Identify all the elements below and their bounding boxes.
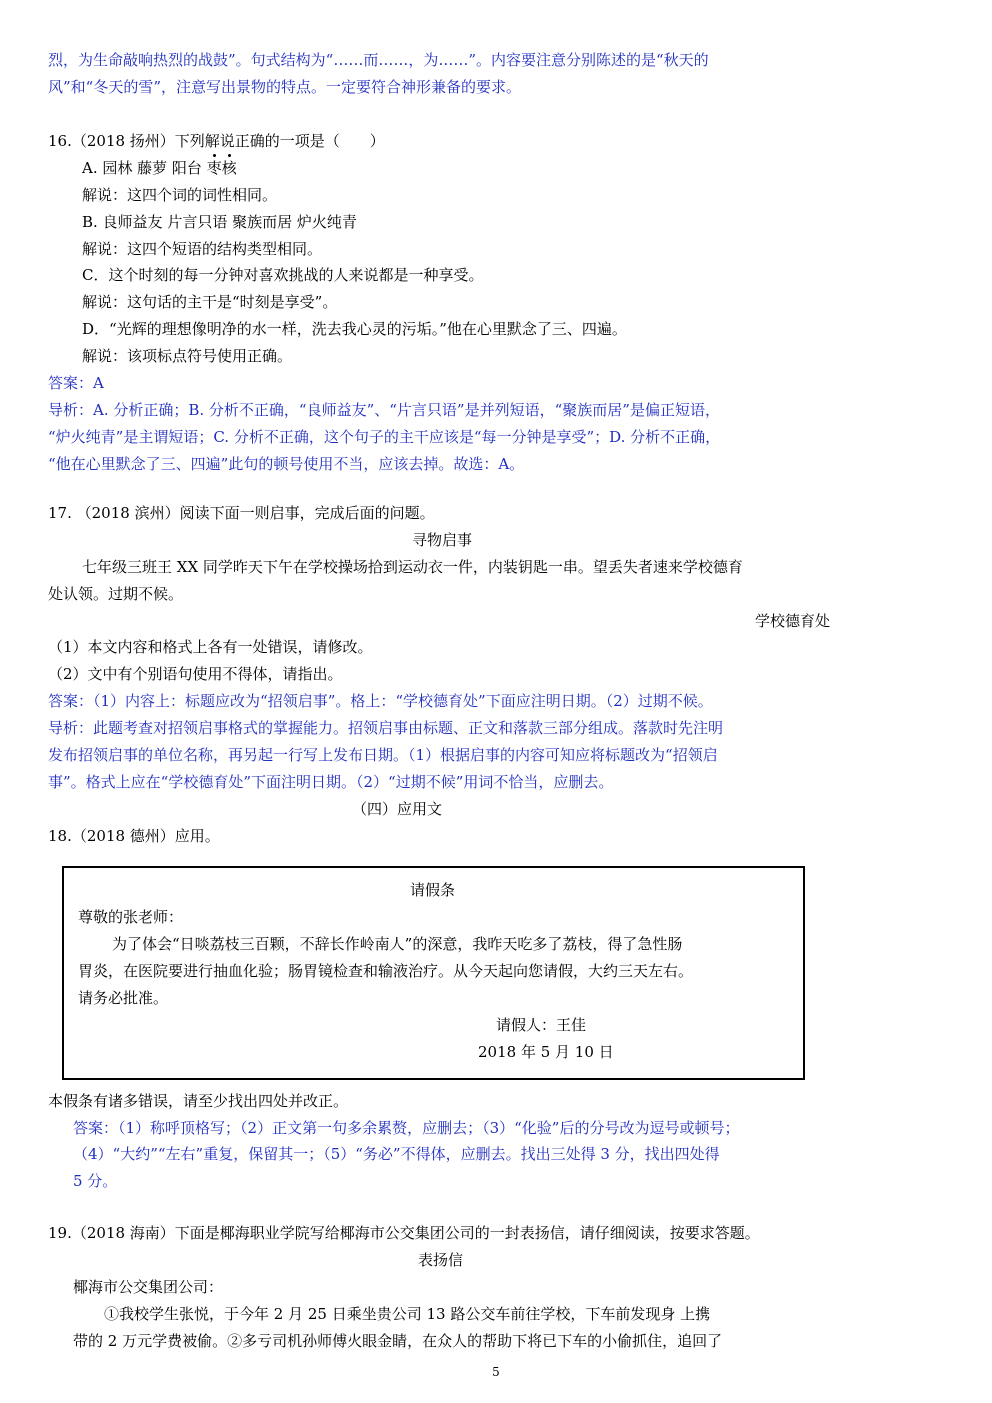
note-signer: 请假人：王佳 [496, 1016, 587, 1034]
question-16-stem: 16.（2018 扬州）下列解说正确的一项是（ ） [48, 132, 385, 150]
leave-note-box [62, 866, 805, 1080]
instruction: 本假条有诸多错误，请至少找出四处并改正。 [48, 1092, 349, 1110]
analysis-line: “他在心里默念了三、四遍”此句的顿号使用不当，应该去掉。故选：A。 [48, 455, 525, 473]
letter-title: 表扬信 [418, 1251, 464, 1269]
option-c: C．这个时刻的每一分钟对喜欢挑战的人来说都是一种享受。 [82, 266, 484, 284]
emphasis-char: 核 [221, 159, 237, 177]
sub-question: （2）文中有个别语句使用不得体，请指出。 [48, 665, 343, 683]
analysis-line: 事”。格式上应在“学校德育处”下面注明日期。（2）“过期不候”用词不恰当，应删去。 [48, 773, 614, 791]
answer: 答案：（1）内容上：标题应改为“招领启事”。格上：“学校德育处”下面应注明日期。（2）过期不候。 [48, 692, 713, 710]
answer: 5 分。 [73, 1172, 118, 1190]
notice-body: 处认领。过期不候。 [48, 585, 184, 603]
note-title: 请假条 [410, 881, 456, 899]
question-17-stem: 17. （2018 滨州）阅读下面一则启事，完成后面的问题。 [48, 504, 435, 522]
answer: （4）“大约”“左右”重复，保留其一；（5）“务必”不得体，应删去。找出三处得 3 分，找出四处得 [73, 1145, 720, 1163]
option-c-explanation: 解说：这句话的主干是“时刻是享受”。 [82, 293, 338, 311]
option-a [82, 155, 237, 181]
question-19-stem: 19.（2018 海南）下面是椰海职业学院写给椰海市公交集团公司的一封表扬信，请仔细阅读，按要求答题。 [48, 1224, 760, 1242]
section-heading: （四）应用文 [352, 800, 443, 818]
option-d: D．“光辉的理想像明净的水一样，洗去我心灵的污垢。”他在心里默念了三、四遍。 [82, 320, 627, 338]
option-a-text: A. 园林 藤萝 阳台 [82, 159, 207, 177]
analysis-line: “炉火纯青”是主谓短语；C. 分析不正确，这个句子的主干应该是“每一分钟是享受”；D. 分析不正确， [48, 428, 721, 446]
letter-body: ①我校学生张悦，于今年 2 月 25 日乘坐贵公司 13 路公交车前往学校，下车前发现身 上携 [104, 1305, 711, 1323]
note-date: 2018 年 5 月 10 日 [478, 1043, 614, 1061]
letter-salutation: 椰海市公交集团公司： [73, 1278, 224, 1296]
notice-signature: 学校德育处 [755, 612, 831, 630]
option-b: B. 良师益友 片言只语 聚族而居 炉火纯青 [82, 213, 357, 231]
notice-body: 七年级三班王 XX 同学昨天下午在学校操场拾到运动衣一件，内装钥匙一串。望丢失者速来学校德育 [82, 558, 743, 576]
analysis-line: 风”和“冬天的雪”，注意写出景物的特点。一定要符合神形兼备的要求。 [48, 78, 522, 96]
note-body: 为了体会“日啖荔枝三百颗，不辞长作岭南人”的深意，我昨天吃多了荔枝，得了急性肠 [112, 935, 683, 953]
emphasis-char: 枣 [206, 159, 222, 177]
notice-title: 寻物启事 [412, 531, 473, 549]
page-number: 5 [492, 1365, 500, 1379]
analysis-line: 烈，为生命敲响热烈的战鼓”。句式结构为“……而……，为……”。内容要注意分别陈述的是“秋天的 [48, 51, 709, 69]
analysis-line: 发布招领启事的单位名称，再另起一行写上发布日期。（1）根据启事的内容可知应将标题改为“招领启 [48, 746, 718, 764]
note-body: 请务必批准。 [78, 989, 169, 1007]
option-d-explanation: 解说：该项标点符号使用正确。 [82, 347, 293, 365]
analysis-line: 导析：A. 分析正确；B. 分析不正确，“良师益友”、“片言只语”是并列短语，“聚族而居”是偏正短语， [48, 401, 720, 419]
answer: 答案：A [48, 374, 104, 392]
note-salutation: 尊敬的张老师： [78, 908, 184, 926]
question-18-stem: 18.（2018 德州）应用。 [48, 827, 220, 845]
answer: 答案：（1）称呼顶格写；（2）正文第一句多余累赘，应删去；（3）“化验”后的分号改为逗号或顿号； [73, 1119, 740, 1137]
option-a-explanation: 解说：这四个词的词性相同。 [82, 186, 278, 204]
note-body: 胃炎，在医院要进行抽血化验；肠胃镜检查和输液治疗。从今天起向您请假，大约三天左右。 [78, 962, 694, 980]
analysis-line: 导析：此题考查对招领启事格式的掌握能力。招领启事由标题、正文和落款三部分组成。落款时先注明 [48, 719, 724, 737]
letter-body: 带的 2 万元学费被偷。②多亏司机孙师傅火眼金睛，在众人的帮助下将已下车的小偷抓住，追回了 [73, 1332, 723, 1350]
option-b-explanation: 解说：这四个短语的结构类型相同。 [82, 240, 323, 258]
sub-question: （1）本文内容和格式上各有一处错误，请修改。 [48, 638, 373, 656]
